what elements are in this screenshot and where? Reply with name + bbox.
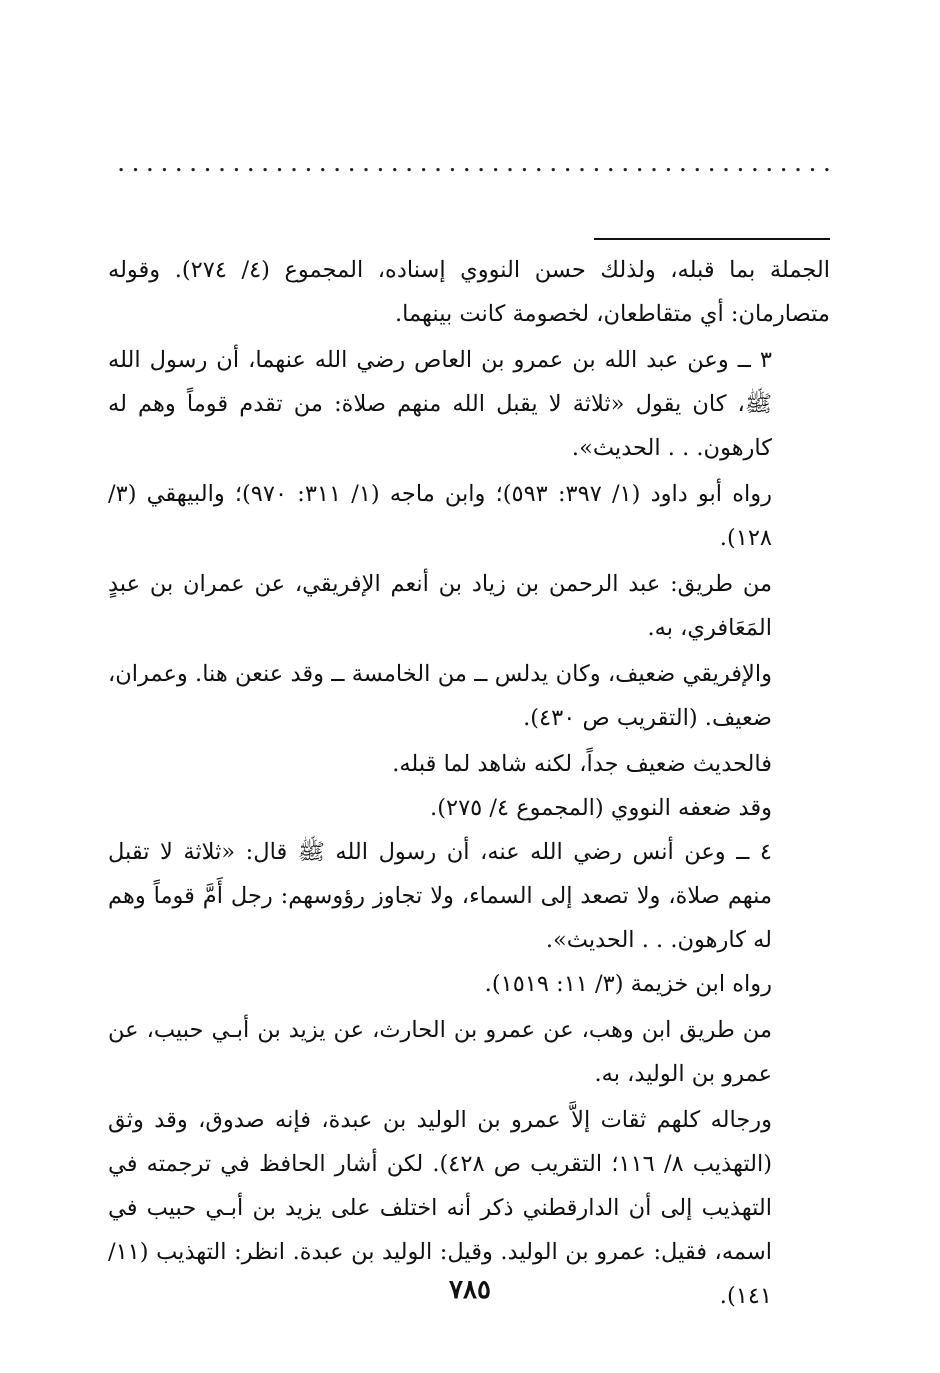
paragraph-hadith-4: ٤ ــ وعن أنس رضي الله عنه، أن رسول الله ﷺ قال: «ثلاثة لا تقبل منهم صلاة، ولا تصعد إلى السماء، ولا تجاوز رؤوسهم: رجل أَمَّ قوماً وهم له كارهون. . . الحديث».: [108, 839, 772, 953]
paragraph-hadith-3-weakness: والإفريقي ضعيف، وكان يدلس ــ من الخامسة ــ وقد عنعن هنا. وعمران، ضعيف. (التقريب ص ٤٣٠).: [108, 661, 772, 731]
footnote-text-block: [108, 248, 830, 1318]
paragraph-hadith-3-chain: من طريق: عبد الرحمن بن زياد بن أنعم الإفريقي، عن عمران بن عبدٍ المَعَافري، به.: [108, 571, 772, 641]
paragraph-hadith-3-nawawi: وقد ضعفه النووي (المجموع ٤/ ٢٧٥).: [430, 795, 772, 821]
footnote-rule: [594, 238, 830, 240]
paragraph-hadith-4-chain: من طريق ابن وهب، عن عمرو بن الحارث، عن يزيد بن أبـي حبيب، عن عمرو بن الوليد، به.: [108, 1017, 772, 1087]
dotted-separator: . . . . . . . . . . . . . . . . . . . . . . . . . . . . . . . . . . . . . . . . . . . . . . . . . .: [118, 156, 830, 176]
paragraph-hadith-4-narrators: ورجاله كلهم ثقات إلاَّ عمرو بن الوليد بن عبدة، فإنه صدوق، وقد وثق (التهذيب ٨/ ١١٦؛ التقريب ص ٤٢٨). لكن أشار الحافظ في ترجمته في التهذيب إلى أن الدارقطني ذكر أنه اختلف على يزيد بن أبـي حبيب في اسمه، فقيل: عمرو بن الوليد. وقيل: الوليد بن عبدة. انظر: التهذيب (١١/ ١٤١).: [108, 1107, 773, 1309]
paragraph-hadith-3-narration: رواه أبو داود (١/ ٣٩٧: ٥٩٣)؛ وابن ماجه (١/ ٣١١: ٩٧٠)؛ والبيهقي (٣/ ١٢٨).: [108, 481, 772, 551]
paragraph-continuation: الجملة بما قبله، ولذلك حسن النووي إسناده، المجموع (٤/ ٢٧٤). وقوله متصارمان: أي متقاطعان، لخصومة كانت بينهما.: [108, 257, 831, 327]
paragraph-hadith-4-narration: رواه ابن خزيمة (٣/ ١١: ١٥١٩).: [484, 971, 772, 997]
page-number: ٧٨٥: [449, 1275, 491, 1305]
paragraph-hadith-3: ٣ ــ وعن عبد الله بن عمرو بن العاص رضي الله عنهما، أن رسول الله ﷺ، كان يقول «ثلاثة لا يقبل الله منهم صلاة: من تقدم قوماً وهم له كارهون. . . الحديث».: [108, 347, 772, 461]
paragraph-hadith-3-verdict: فالحديث ضعيف جداً، لكنه شاهد لما قبله.: [392, 751, 772, 777]
